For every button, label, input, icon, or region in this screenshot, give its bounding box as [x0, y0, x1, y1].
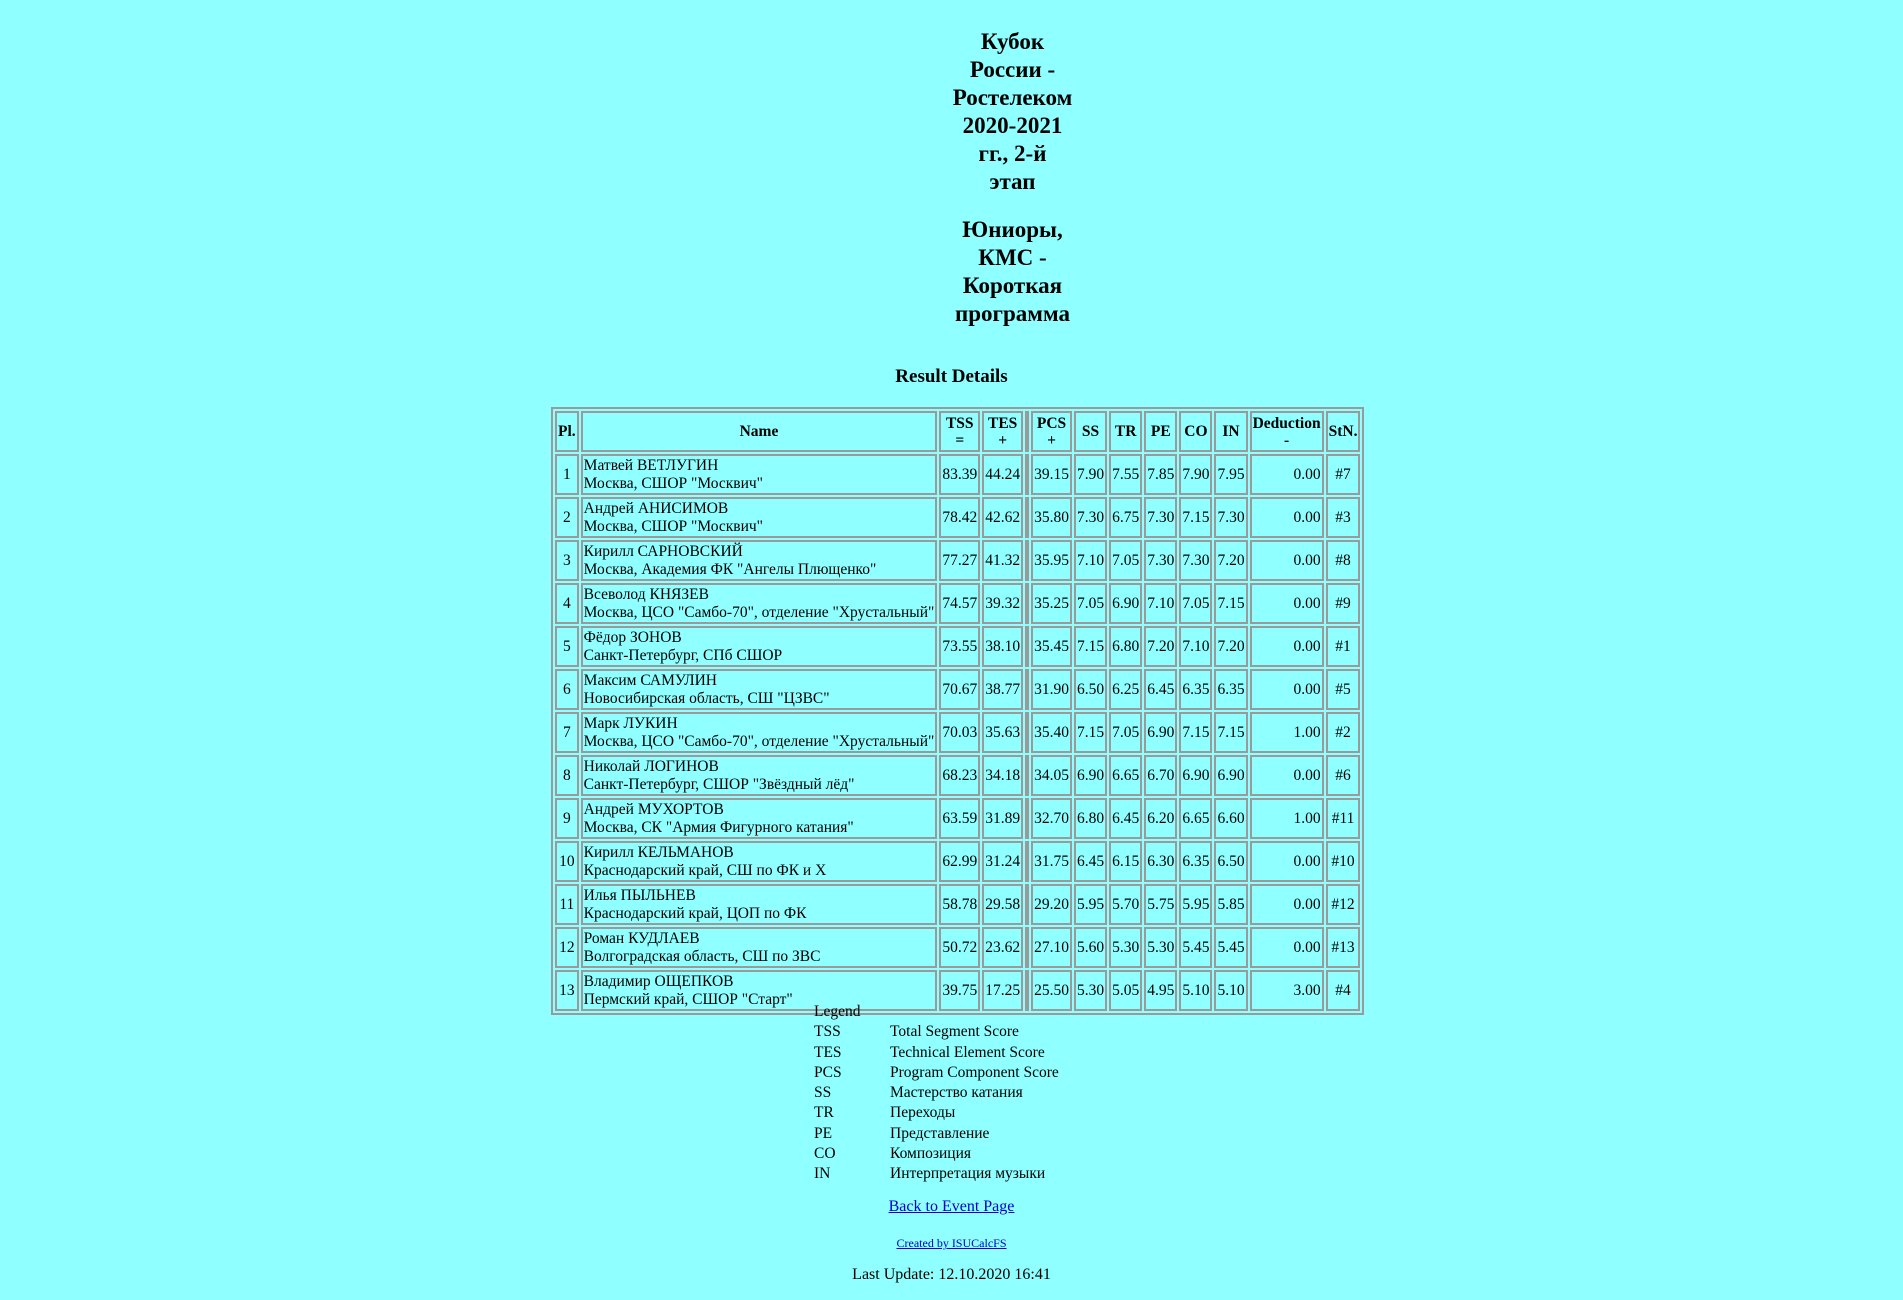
legend-title: Legend [814, 1003, 861, 1020]
cell-tss: 39.75 [939, 970, 980, 1011]
legend-desc: Total Segment Score [890, 1023, 1019, 1041]
event-title-line: гг., 2-й [978, 141, 1047, 166]
cell-pe: 7.85 [1144, 454, 1177, 495]
cell-tr: 7.05 [1109, 712, 1142, 753]
cell-deduction: 0.00 [1250, 669, 1324, 710]
cell-separator [1025, 540, 1029, 581]
legend-desc: Technical Element Score [890, 1043, 1045, 1061]
legend-abbr: IN [814, 1165, 831, 1183]
cell-tss: 70.67 [939, 669, 980, 710]
cell-name [581, 755, 938, 796]
cell-tr: 6.65 [1109, 755, 1142, 796]
cell-start-number: #12 [1326, 884, 1361, 925]
cell-pe: 7.10 [1144, 583, 1177, 624]
cell-tes: 35.63 [982, 712, 1023, 753]
legend-desc: Переходы [890, 1104, 956, 1122]
legend-desc: Мастерство катания [890, 1084, 1023, 1102]
legend-abbr: SS [814, 1084, 832, 1102]
cell-name [581, 497, 938, 538]
cell-place: 11 [555, 884, 579, 925]
results-table [551, 407, 1364, 1015]
cell-start-number: #1 [1326, 626, 1361, 667]
cell-tss: 73.55 [939, 626, 980, 667]
table-row [555, 454, 1360, 495]
header-tes-label: TES [987, 414, 1018, 432]
cell-pe: 6.90 [1144, 712, 1177, 753]
legend-row [814, 1022, 1059, 1042]
legend-desc: Композиция [890, 1145, 972, 1163]
cell-ss: 6.80 [1074, 798, 1107, 839]
cell-ss: 5.60 [1074, 927, 1107, 968]
header-separator [1025, 411, 1029, 452]
cell-in: 6.35 [1214, 669, 1247, 710]
cell-place: 6 [555, 669, 579, 710]
event-title-line: Кубок [980, 29, 1045, 54]
cell-name [581, 712, 938, 753]
cell-tes: 41.32 [982, 540, 1023, 581]
cell-deduction: 0.00 [1250, 540, 1324, 581]
cell-ss: 6.50 [1074, 669, 1107, 710]
cell-start-number: #4 [1326, 970, 1361, 1011]
skater-name: Владимир ОЩЕПКОВ [583, 972, 734, 990]
cell-place: 4 [555, 583, 579, 624]
legend-row [814, 1083, 1059, 1103]
cell-pe: 7.30 [1144, 540, 1177, 581]
cell-tes: 31.24 [982, 841, 1023, 882]
cell-tes: 23.62 [982, 927, 1023, 968]
cell-name [581, 841, 938, 882]
cell-pcs: 35.25 [1031, 583, 1072, 624]
cell-pcs: 29.20 [1031, 884, 1072, 925]
cell-pe: 4.95 [1144, 970, 1177, 1011]
cell-pe: 7.20 [1144, 626, 1177, 667]
table-header-row [555, 411, 1360, 452]
skater-name: Илья ПЫЛЬНЕВ [583, 886, 696, 904]
header-pcs-sign: + [1047, 431, 1056, 449]
cell-co: 7.05 [1179, 583, 1212, 624]
cell-place: 10 [555, 841, 579, 882]
cell-in: 7.20 [1214, 626, 1247, 667]
cell-place: 1 [555, 454, 579, 495]
cell-tes: 42.62 [982, 497, 1023, 538]
cell-pe: 6.45 [1144, 669, 1177, 710]
event-title-line: этап [989, 169, 1036, 194]
header-name: Name [581, 411, 938, 452]
cell-name [581, 798, 938, 839]
cell-separator [1025, 626, 1029, 667]
cell-name [581, 626, 938, 667]
segment-title-line: программа [955, 301, 1070, 326]
cell-co: 7.10 [1179, 626, 1212, 667]
created-by-container [0, 1236, 1903, 1251]
cell-co: 6.65 [1179, 798, 1212, 839]
legend-row [814, 1103, 1059, 1123]
back-link-container [0, 1198, 1903, 1216]
skater-club: Волгоградская область, СШ по ЗВС [583, 947, 821, 965]
cell-tes: 17.25 [982, 970, 1023, 1011]
cell-place: 13 [555, 970, 579, 1011]
header-deduction [1250, 411, 1324, 452]
legend [814, 1002, 1059, 1185]
cell-tes: 29.58 [982, 884, 1023, 925]
table-row [555, 712, 1360, 753]
skater-name: Андрей АНИСИМОВ [583, 499, 729, 517]
cell-tes: 38.77 [982, 669, 1023, 710]
skater-name: Кирилл САРНОВСКИЙ [583, 542, 743, 560]
cell-deduction: 0.00 [1250, 583, 1324, 624]
skater-name: Кирилл КЕЛЬМАНОВ [583, 843, 734, 861]
cell-tr: 6.45 [1109, 798, 1142, 839]
cell-place: 2 [555, 497, 579, 538]
legend-abbr: TES [814, 1043, 842, 1061]
cell-tes: 39.32 [982, 583, 1023, 624]
cell-in: 5.10 [1214, 970, 1247, 1011]
back-to-event-link[interactable]: Back to Event Page [888, 1198, 1015, 1215]
table-row [555, 540, 1360, 581]
cell-tss: 83.39 [939, 454, 980, 495]
table-row [555, 755, 1360, 796]
cell-tss: 74.57 [939, 583, 980, 624]
cell-start-number: #2 [1326, 712, 1361, 753]
event-title-line: 2020-2021 [962, 113, 1063, 138]
cell-pcs: 35.45 [1031, 626, 1072, 667]
legend-row [814, 1063, 1059, 1083]
header-pl: Pl. [555, 411, 579, 452]
cell-tss: 78.42 [939, 497, 980, 538]
skater-name: Фёдор ЗОНОВ [583, 628, 682, 646]
cell-name [581, 884, 938, 925]
cell-deduction: 0.00 [1250, 454, 1324, 495]
cell-co: 6.35 [1179, 669, 1212, 710]
cell-pe: 6.70 [1144, 755, 1177, 796]
cell-ss: 7.30 [1074, 497, 1107, 538]
cell-pcs: 35.80 [1031, 497, 1072, 538]
cell-co: 5.95 [1179, 884, 1212, 925]
legend-abbr: PCS [814, 1063, 842, 1081]
cell-tr: 7.05 [1109, 540, 1142, 581]
header-co: CO [1179, 411, 1212, 452]
legend-row [814, 1164, 1059, 1184]
cell-pcs: 32.70 [1031, 798, 1072, 839]
cell-ss: 7.05 [1074, 583, 1107, 624]
header-pe: PE [1144, 411, 1177, 452]
cell-deduction: 0.00 [1250, 841, 1324, 882]
header-stn: StN. [1326, 411, 1361, 452]
cell-place: 3 [555, 540, 579, 581]
cell-pe: 6.30 [1144, 841, 1177, 882]
cell-start-number: #11 [1326, 798, 1361, 839]
segment-title-line: Короткая [962, 273, 1063, 298]
cell-separator [1025, 669, 1029, 710]
event-title-line: Ростелеком [952, 85, 1073, 110]
cell-in: 5.85 [1214, 884, 1247, 925]
header-tss-sign: = [955, 431, 965, 449]
legend-desc: Представление [890, 1124, 990, 1142]
cell-tss: 50.72 [939, 927, 980, 968]
cell-ss: 7.90 [1074, 454, 1107, 495]
skater-name: Николай ЛОГИНОВ [583, 757, 719, 775]
cell-ss: 6.45 [1074, 841, 1107, 882]
cell-separator [1025, 712, 1029, 753]
cell-tss: 63.59 [939, 798, 980, 839]
legend-abbr: TSS [814, 1023, 841, 1041]
cell-ss: 5.95 [1074, 884, 1107, 925]
cell-tr: 6.80 [1109, 626, 1142, 667]
header-in: IN [1214, 411, 1247, 452]
event-title-line: России - [969, 57, 1056, 82]
event-title [940, 28, 1085, 196]
cell-name [581, 540, 938, 581]
cell-pcs: 34.05 [1031, 755, 1072, 796]
cell-pcs: 35.40 [1031, 712, 1072, 753]
segment-title [940, 216, 1085, 328]
cell-tes: 34.18 [982, 755, 1023, 796]
cell-tes: 31.89 [982, 798, 1023, 839]
cell-name [581, 927, 938, 968]
skater-club: Москва, СК "Армия Фигурного катания" [583, 818, 854, 836]
header-tes [982, 411, 1023, 452]
cell-tr: 7.55 [1109, 454, 1142, 495]
cell-tes: 44.24 [982, 454, 1023, 495]
cell-in: 7.95 [1214, 454, 1247, 495]
skater-club: Москва, ЦСО "Самбо-70", отделение "Хрустальный" [583, 603, 935, 621]
cell-place: 9 [555, 798, 579, 839]
cell-co: 6.35 [1179, 841, 1212, 882]
header-deduction-sign: - [1284, 431, 1290, 449]
cell-start-number: #3 [1326, 497, 1361, 538]
cell-start-number: #6 [1326, 755, 1361, 796]
skater-club: Москва, СШОР "Москвич" [583, 517, 764, 535]
skater-club: Москва, СШОР "Москвич" [583, 474, 764, 492]
last-update: Last Update: 12.10.2020 16:41 [852, 1266, 1051, 1283]
skater-club: Санкт-Петербург, СШОР "Звёздный лёд" [583, 775, 855, 793]
legend-desc: Program Component Score [890, 1063, 1059, 1081]
cell-separator [1025, 927, 1029, 968]
cell-deduction: 0.00 [1250, 755, 1324, 796]
cell-pe: 7.30 [1144, 497, 1177, 538]
cell-deduction: 0.00 [1250, 497, 1324, 538]
header-tss [939, 411, 980, 452]
cell-tss: 58.78 [939, 884, 980, 925]
cell-tss: 77.27 [939, 540, 980, 581]
skater-name: Андрей МУХОРТОВ [583, 800, 724, 818]
cell-in: 7.15 [1214, 712, 1247, 753]
cell-tss: 62.99 [939, 841, 980, 882]
table-row [555, 798, 1360, 839]
cell-separator [1025, 454, 1029, 495]
cell-tr: 6.15 [1109, 841, 1142, 882]
cell-pe: 5.75 [1144, 884, 1177, 925]
cell-ss: 6.90 [1074, 755, 1107, 796]
skater-club: Краснодарский край, СШ по ФК и Х [583, 861, 827, 879]
cell-tr: 5.30 [1109, 927, 1142, 968]
cell-pcs: 27.10 [1031, 927, 1072, 968]
header-pcs [1031, 411, 1072, 452]
skater-name: Всеволод КНЯЗЕВ [583, 585, 709, 603]
legend-row [814, 1144, 1059, 1164]
cell-start-number: #7 [1326, 454, 1361, 495]
cell-co: 7.15 [1179, 497, 1212, 538]
skater-club: Краснодарский край, ЦОП по ФК [583, 904, 807, 922]
cell-separator [1025, 884, 1029, 925]
cell-place: 12 [555, 927, 579, 968]
skater-club: Москва, Академия ФК "Ангелы Плющенко" [583, 560, 877, 578]
cell-pe: 5.30 [1144, 927, 1177, 968]
cell-deduction: 0.00 [1250, 884, 1324, 925]
cell-pcs: 31.75 [1031, 841, 1072, 882]
segment-title-line: КМС - [978, 245, 1047, 270]
header-tes-sign: + [998, 431, 1008, 449]
cell-in: 6.90 [1214, 755, 1247, 796]
cell-start-number: #10 [1326, 841, 1361, 882]
cell-name [581, 669, 938, 710]
legend-desc: Интерпретация музыки [890, 1165, 1046, 1183]
cell-pcs: 25.50 [1031, 970, 1072, 1011]
cell-deduction: 3.00 [1250, 970, 1324, 1011]
skater-name: Матвей ВЕТЛУГИН [583, 456, 719, 474]
cell-place: 7 [555, 712, 579, 753]
cell-in: 7.15 [1214, 583, 1247, 624]
cell-deduction: 0.00 [1250, 626, 1324, 667]
cell-tss: 68.23 [939, 755, 980, 796]
table-row [555, 583, 1360, 624]
table-row [555, 669, 1360, 710]
cell-separator [1025, 755, 1029, 796]
legend-row [814, 1043, 1059, 1063]
cell-tr: 5.70 [1109, 884, 1142, 925]
table-row [555, 841, 1360, 882]
cell-start-number: #8 [1326, 540, 1361, 581]
cell-ss: 5.30 [1074, 970, 1107, 1011]
cell-tr: 5.05 [1109, 970, 1142, 1011]
table-row [555, 626, 1360, 667]
cell-co: 6.90 [1179, 755, 1212, 796]
cell-name [581, 583, 938, 624]
header-deduction-label: Deduction [1252, 414, 1321, 432]
skater-club: Москва, ЦСО "Самбо-70", отделение "Хрустальный" [583, 732, 935, 750]
table-row [555, 884, 1360, 925]
cell-ss: 7.15 [1074, 626, 1107, 667]
cell-pe: 6.20 [1144, 798, 1177, 839]
cell-place: 5 [555, 626, 579, 667]
cell-in: 6.50 [1214, 841, 1247, 882]
cell-start-number: #5 [1326, 669, 1361, 710]
header-pcs-label: PCS [1036, 414, 1067, 432]
cell-start-number: #9 [1326, 583, 1361, 624]
segment-title-line: Юниоры, [962, 217, 1063, 242]
table-row [555, 497, 1360, 538]
cell-co: 7.90 [1179, 454, 1212, 495]
skater-club: Новосибирская область, СШ "ЦЗВС" [583, 689, 830, 707]
cell-separator [1025, 497, 1029, 538]
cell-place: 8 [555, 755, 579, 796]
cell-co: 5.45 [1179, 927, 1212, 968]
legend-abbr: TR [814, 1104, 834, 1122]
cell-deduction: 1.00 [1250, 712, 1324, 753]
skater-name: Марк ЛУКИН [583, 714, 678, 732]
cell-co: 7.30 [1179, 540, 1212, 581]
cell-deduction: 0.00 [1250, 927, 1324, 968]
skater-name: Максим САМУЛИН [583, 671, 717, 689]
cell-tr: 6.90 [1109, 583, 1142, 624]
cell-in: 5.45 [1214, 927, 1247, 968]
cell-separator [1025, 841, 1029, 882]
cell-tss: 70.03 [939, 712, 980, 753]
skater-club: Санкт-Петербург, СПб СШОР [583, 646, 783, 664]
created-by-link[interactable]: Created by ISUCalcFS [896, 1236, 1007, 1250]
header-tss-label: TSS [945, 414, 974, 432]
legend-row [814, 1124, 1059, 1144]
skater-name: Роман КУДЛАЕВ [583, 929, 700, 947]
skater-club: Пермский край, СШОР "Старт" [583, 990, 793, 1008]
cell-tr: 6.25 [1109, 669, 1142, 710]
cell-ss: 7.10 [1074, 540, 1107, 581]
header-tr: TR [1109, 411, 1142, 452]
cell-tes: 38.10 [982, 626, 1023, 667]
cell-co: 7.15 [1179, 712, 1212, 753]
legend-abbr: PE [814, 1124, 833, 1142]
cell-co: 5.10 [1179, 970, 1212, 1011]
cell-start-number: #13 [1326, 927, 1361, 968]
cell-ss: 7.15 [1074, 712, 1107, 753]
cell-separator [1025, 798, 1029, 839]
cell-pcs: 31.90 [1031, 669, 1072, 710]
cell-separator [1025, 583, 1029, 624]
cell-pcs: 35.95 [1031, 540, 1072, 581]
cell-in: 7.20 [1214, 540, 1247, 581]
cell-name [581, 454, 938, 495]
cell-in: 6.60 [1214, 798, 1247, 839]
cell-in: 7.30 [1214, 497, 1247, 538]
legend-abbr: CO [814, 1145, 836, 1163]
result-details-heading: Result Details [895, 366, 1008, 387]
header-ss: SS [1074, 411, 1107, 452]
cell-deduction: 1.00 [1250, 798, 1324, 839]
table-row [555, 927, 1360, 968]
cell-tr: 6.75 [1109, 497, 1142, 538]
cell-pcs: 39.15 [1031, 454, 1072, 495]
